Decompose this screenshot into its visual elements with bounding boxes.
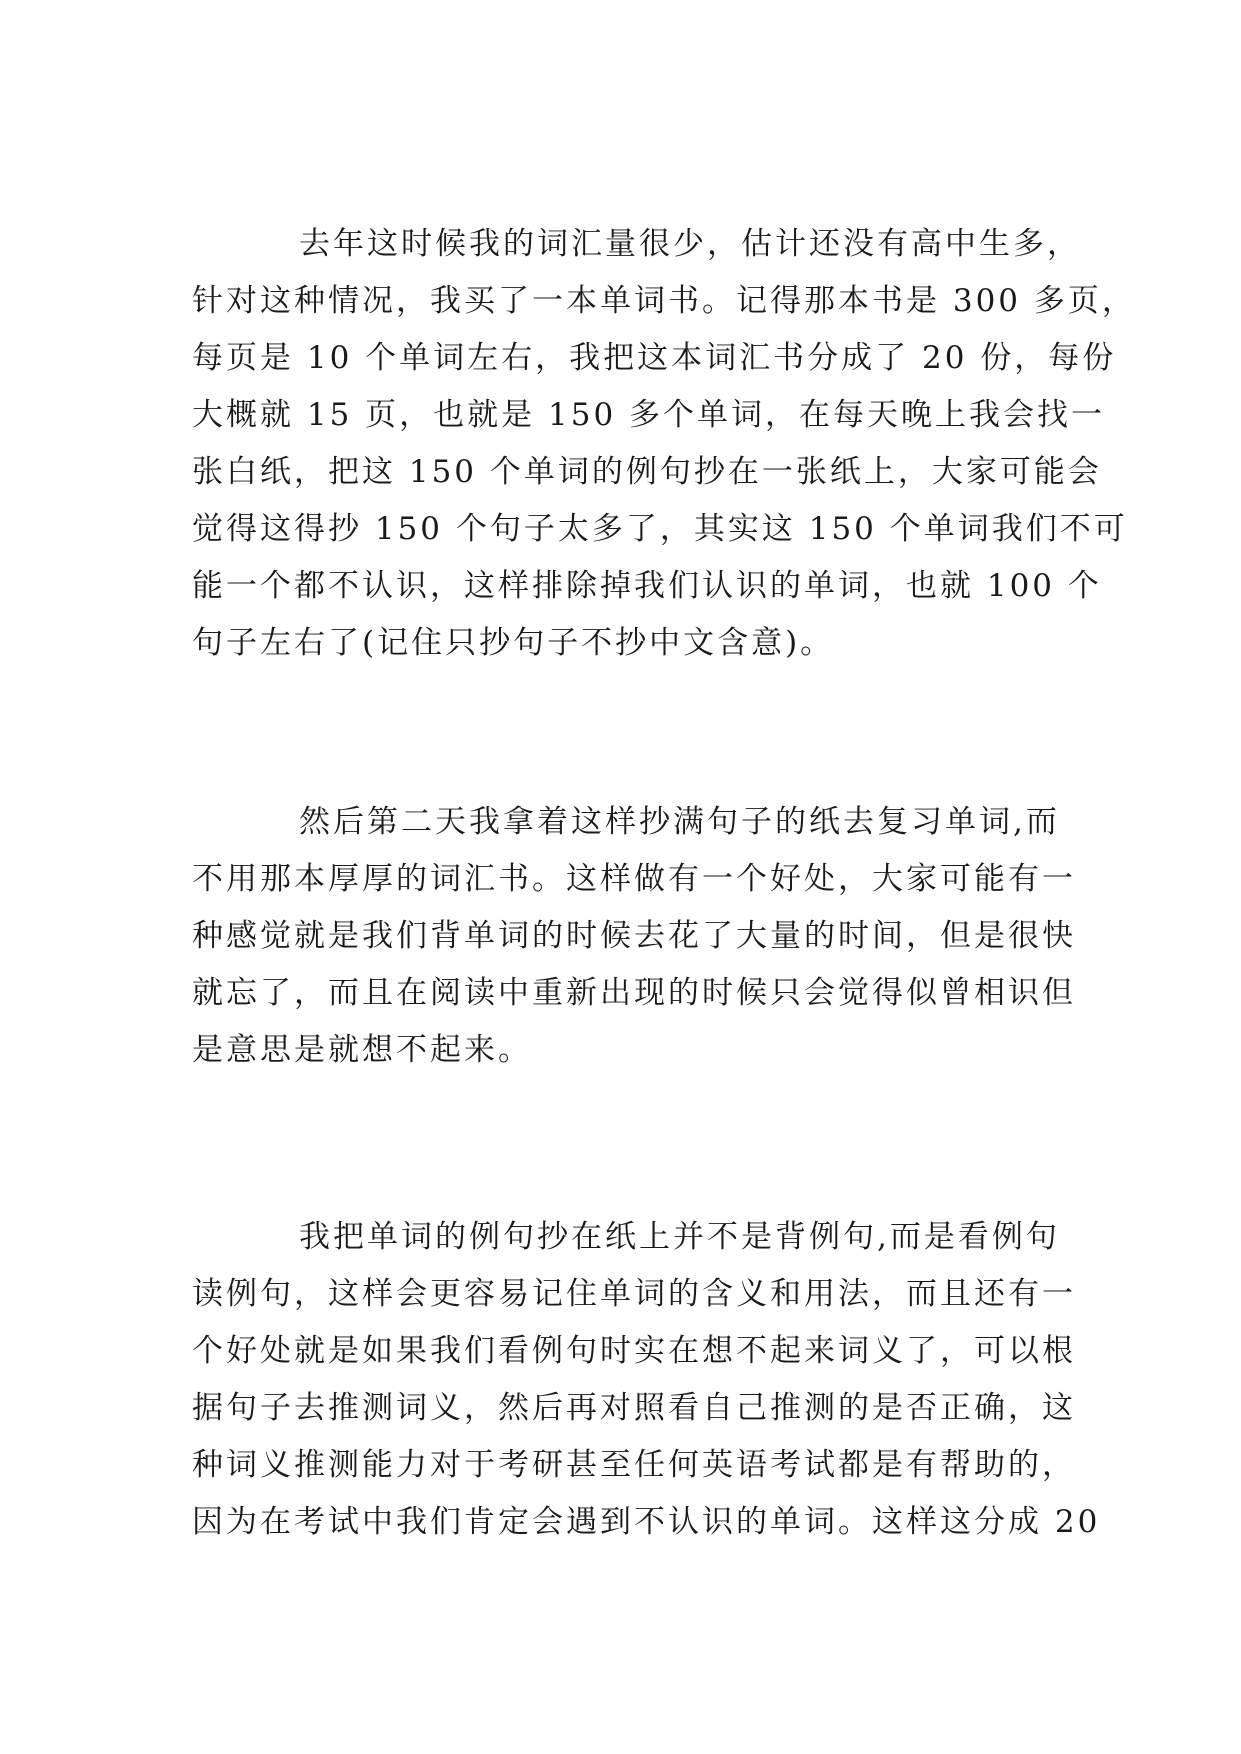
paragraph-line: 不用那本厚厚的词汇书。这样做有一个好处，大家可能有一 — [192, 861, 1076, 897]
paragraph-line: 我把单词的例句抄在纸上并不是背例句,而是看例句 — [299, 1219, 1060, 1255]
paragraph-line: 就忘了，而且在阅读中重新出现的时候只会觉得似曾相识但 — [192, 975, 1076, 1011]
paragraph-line: 每页是 10 个单词左右，我把这本词汇书分成了 20 份，每份 — [192, 340, 1117, 376]
paragraph-1 — [192, 216, 1136, 672]
paragraph-2 — [192, 794, 1076, 1079]
paragraph-line: 张白纸，把这 150 个单词的例句抄在一张纸上，大家可能会 — [192, 454, 1102, 490]
paragraph-line: 大概就 15 页，也就是 150 多个单词，在每天晚上我会找一 — [192, 397, 1106, 433]
paragraph-line: 针对这种情况，我买了一本单词书。记得那本书是 300 多页， — [192, 283, 1136, 319]
paragraph-line: 是意思是就想不起来。 — [192, 1032, 532, 1068]
paragraph-line: 读例句，这样会更容易记住单词的含义和用法，而且还有一 — [192, 1276, 1076, 1312]
paragraph-line: 能一个都不认识，这样排除掉我们认识的单词，也就 100 个 — [192, 568, 1102, 604]
paragraph-line: 去年这时候我的词汇量很少，估计还没有高中生多， — [299, 226, 1081, 262]
paragraph-line: 觉得这得抄 150 个句子太多了，其实这 150 个单词我们不可 — [192, 511, 1128, 547]
paragraph-line: 种词义推测能力对于考研甚至任何英语考试都是有帮助的， — [192, 1447, 1076, 1483]
paragraph-line: 然后第二天我拿着这样抄满句子的纸去复习单词,而 — [299, 804, 1060, 840]
paragraph-line: 个好处就是如果我们看例句时实在想不起来词义了，可以根 — [192, 1333, 1076, 1369]
paragraph-line: 种感觉就是我们背单词的时候去花了大量的时间，但是很快 — [192, 918, 1076, 954]
paragraph-line: 句子左右了(记住只抄句子不抄中文含意)。 — [192, 625, 835, 661]
paragraph-line: 因为在考试中我们肯定会遇到不认识的单词。这样这分成 20 — [192, 1504, 1101, 1540]
paragraph-3 — [192, 1209, 1101, 1551]
paragraph-line: 据句子去推测词义，然后再对照看自己推测的是否正确，这 — [192, 1390, 1076, 1426]
